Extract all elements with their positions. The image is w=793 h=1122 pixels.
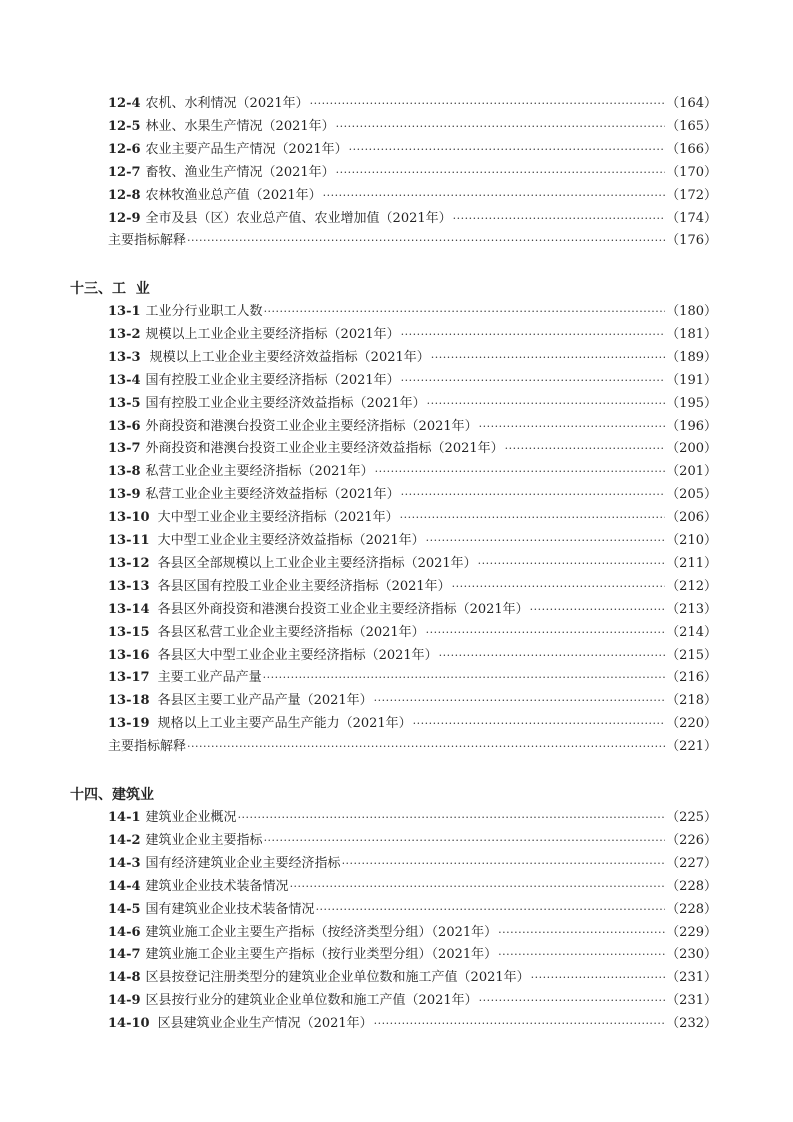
entry-title: 建筑业施工企业主要生产指标（按行业类型分组）（2021年） [145,947,498,963]
entry-title: 建筑业企业技术装备情况 [145,878,289,894]
entry-number: 13-12 [108,555,150,571]
entry-title: 建筑业企业主要指标 [145,832,263,848]
entry-page-number: （195） [666,395,717,411]
entry-title: 外商投资和港澳台投资工业企业主要经济指标（2021年） [145,418,478,434]
entry-number: 14-2 [108,832,141,848]
entry-number: 13-3 [108,349,141,365]
entry-number: 13-5 [108,395,141,411]
entry-number: 12-6 [108,141,141,157]
entry-title: 农林牧渔业总产值（2021年） [145,187,322,203]
entry-number: 12-8 [108,187,141,203]
entry-title: 大中型工业企业主要经济指标（2021年） [157,510,399,526]
entry-title: 建筑业施工企业主要生产指标（按经济类型分组）（2021年） [145,924,498,940]
section-title: 十四、建筑业 [70,787,154,803]
dot-leader [439,645,666,667]
dot-leader [187,736,665,758]
toc-entry[interactable] [108,230,717,252]
entry-title: 国有建筑业企业技术装备情况 [145,901,315,917]
entry-page-number: （231） [666,993,717,1009]
entry-title: 全市及县（区）农业总产值、农业增加值（2021年） [145,210,452,226]
dot-leader [426,622,666,644]
dot-leader [505,438,666,460]
entry-number: 14-8 [108,970,141,986]
section-title: 十三、工 业 [70,281,150,297]
entry-title: 农机、水利情况（2021年） [145,96,309,111]
entry-number: 14-3 [108,855,141,871]
entry-page-number: （206） [666,510,717,526]
dot-leader [342,853,666,875]
dot-leader [310,93,666,115]
entry-title: 规格以上工业主要产品生产能力（2021年） [157,716,412,732]
dot-leader [413,713,666,735]
entry-number: 14-7 [108,947,141,963]
dot-leader [263,667,666,689]
toc-entry[interactable] [108,162,717,184]
entry-number: 14-9 [108,993,141,1009]
entry-page-number: （216） [666,670,717,686]
toc-entry[interactable] [108,507,717,529]
entry-page-number: （181） [666,326,717,342]
entry-title: 私营工业企业主要经济指标（2021年） [145,464,374,480]
toc-entry[interactable] [108,1013,717,1035]
entry-page-number: （191） [666,372,717,388]
entry-title: 各县区私营工业企业主要经济指标（2021年） [157,624,425,640]
dot-leader [349,139,666,161]
entry-number: 13-8 [108,464,141,480]
toc-entry[interactable] [108,370,717,392]
toc-entry[interactable] [108,967,717,989]
entry-number: 13-2 [108,326,141,342]
toc-entry[interactable] [108,393,717,415]
dot-leader [452,576,666,598]
entry-number: 13-16 [108,647,150,663]
entry-title: 各县区主要工业产品产量（2021年） [157,693,373,709]
dot-leader [453,208,666,230]
entry-page-number: （164） [666,96,717,111]
entry-title: 区县按登记注册类型分的建筑业企业单位数和施工产值（2021年） [145,970,530,986]
entry-number: 14-4 [108,878,141,894]
entry-title: 工业分行业职工人数 [145,304,263,319]
entry-title: 林业、水果生产情况（2021年） [145,118,335,134]
entry-title: 国有控股工业企业主要经济效益指标（2021年） [145,395,426,411]
toc-entry[interactable] [108,93,717,115]
dot-leader [479,990,666,1012]
entry-title: 区县建筑业企业生产情况（2021年） [157,1016,373,1032]
dot-leader [427,393,666,415]
dot-leader [323,185,666,207]
entry-title: 各县区大中型工业企业主要经济指标（2021年） [157,647,438,663]
toc-entry[interactable] [108,438,717,460]
entry-title: 主要指标解释 [108,739,187,755]
toc-entry[interactable] [108,599,717,621]
dot-leader [336,162,666,184]
entry-number: 13-17 [108,670,150,686]
toc-entry[interactable] [108,347,717,369]
entry-number: 13-1 [108,304,141,319]
dot-leader [479,416,666,438]
toc-entry[interactable] [108,484,717,506]
toc-entry[interactable] [108,324,717,346]
toc-entry[interactable] [108,553,717,575]
toc-entry[interactable] [108,461,717,483]
entry-page-number: （170） [666,164,717,180]
entry-page-number: （214） [666,624,717,640]
entry-page-number: （218） [666,693,717,709]
entry-number: 12-7 [108,164,141,180]
entry-number: 13-9 [108,487,141,503]
entry-title: 主要指标解释 [108,233,187,249]
dot-leader [401,370,666,392]
entry-number: 14-10 [108,1016,150,1032]
entry-page-number: （227） [666,855,717,871]
dot-leader [478,553,666,575]
dot-leader [498,922,665,944]
entry-title: 建筑业企业概况 [145,810,237,825]
dot-leader [530,599,666,621]
entry-page-number: （215） [666,647,717,663]
entry-page-number: （180） [666,304,717,319]
entry-number: 13-18 [108,693,150,709]
toc-entry[interactable] [108,876,717,898]
entry-title: 主要工业产品产量 [157,670,262,686]
entry-page-number: （200） [666,441,717,457]
entry-number: 12-9 [108,210,141,226]
entry-page-number: （228） [666,878,717,894]
dot-leader [401,484,666,506]
toc-entry[interactable] [108,208,717,230]
toc-entry[interactable] [108,853,717,875]
toc-entry[interactable] [108,645,717,667]
toc-entry[interactable] [108,530,717,552]
entry-page-number: （212） [666,578,717,594]
entry-number: 13-7 [108,441,141,457]
entry-page-number: （166） [666,141,717,157]
entry-page-number: （210） [666,533,717,548]
entry-title: 农业主要产品生产情况（2021年） [145,141,348,157]
toc-entry[interactable] [108,944,717,966]
entry-page-number: （196） [666,418,717,434]
entry-title: 规模以上工业企业主要经济效益指标（2021年） [145,349,430,365]
entry-page-number: （189） [666,349,717,365]
dot-leader [531,967,666,989]
dot-leader [316,899,666,921]
entry-title: 大中型工业企业主要经济效益指标（2021年） [157,533,425,548]
dot-leader [187,230,665,252]
entry-page-number: （228） [666,901,717,917]
entry-number: 13-14 [108,601,150,617]
entry-number: 14-6 [108,924,141,940]
entry-page-number: （221） [666,739,717,755]
toc-entry[interactable] [108,736,717,758]
entry-number: 14-1 [108,810,141,825]
toc-entry[interactable] [108,622,717,644]
entry-number: 13-19 [108,716,150,732]
toc-entry[interactable] [108,830,717,852]
entry-number: 13-15 [108,624,150,640]
toc-entry[interactable] [108,713,717,735]
entry-page-number: （211） [666,555,717,571]
entry-page-number: （225） [666,810,717,825]
dot-leader [498,944,665,966]
dot-leader [431,347,665,369]
entry-title: 国有控股工业企业主要经济指标（2021年） [145,372,400,388]
dot-leader [374,1013,666,1035]
entry-title: 各县区外商投资和港澳台投资工业企业主要经济指标（2021年） [157,601,529,617]
dot-leader [400,507,666,529]
entry-title: 国有经济建筑业企业主要经济指标 [145,855,341,871]
entry-number: 12-4 [108,96,141,111]
entry-page-number: （226） [666,832,717,848]
entry-title: 外商投资和港澳台投资工业企业主要经济效益指标（2021年） [145,441,504,457]
entry-title: 畜牧、渔业生产情况（2021年） [145,164,335,180]
entry-title: 规模以上工业企业主要经济指标（2021年） [145,326,400,342]
dot-leader [264,830,666,852]
dot-leader [374,690,666,712]
entry-title: 各县区全部规模以上工业企业主要经济指标（2021年） [157,555,477,571]
dot-leader [264,301,666,323]
dot-leader [426,530,666,552]
entry-page-number: （229） [666,924,717,940]
toc-entry[interactable] [108,576,717,598]
toc-entry[interactable] [108,899,717,921]
entry-number: 13-13 [108,578,150,594]
entry-title: 各县区国有控股工业企业主要经济指标（2021年） [157,578,451,594]
toc-entry[interactable] [108,690,717,712]
toc-entry[interactable] [108,139,717,161]
entry-page-number: （232） [666,1016,717,1032]
dot-leader [290,876,666,898]
entry-number: 12-5 [108,118,141,134]
toc-entry[interactable] [108,990,717,1012]
dot-leader [238,807,666,829]
entry-number: 13-6 [108,418,141,434]
toc-entry[interactable] [108,301,717,323]
toc-entry[interactable] [108,116,717,138]
entry-page-number: （213） [666,601,717,617]
entry-number: 13-11 [108,533,150,548]
entry-page-number: （165） [666,118,717,134]
entry-number: 13-10 [108,510,150,526]
entry-page-number: （172） [666,187,717,203]
entry-page-number: （230） [666,947,717,963]
entry-title: 区县按行业分的建筑业企业单位数和施工产值（2021年） [145,993,478,1009]
entry-title: 私营工业企业主要经济效益指标（2021年） [145,487,400,503]
toc-entry[interactable] [108,185,717,207]
entry-number: 13-4 [108,372,141,388]
entry-page-number: （205） [666,487,717,503]
dot-leader [336,116,666,138]
entry-number: 14-5 [108,901,141,917]
toc-entry[interactable] [108,667,717,689]
entry-page-number: （231） [666,970,717,986]
toc-entry[interactable] [108,922,717,944]
dot-leader [401,324,666,346]
toc-entry[interactable] [108,807,717,829]
entry-page-number: （220） [666,716,717,732]
toc-entry[interactable] [108,416,717,438]
entry-page-number: （201） [666,464,717,480]
entry-page-number: （176） [666,233,717,249]
entry-page-number: （174） [666,210,717,226]
dot-leader [375,461,666,483]
